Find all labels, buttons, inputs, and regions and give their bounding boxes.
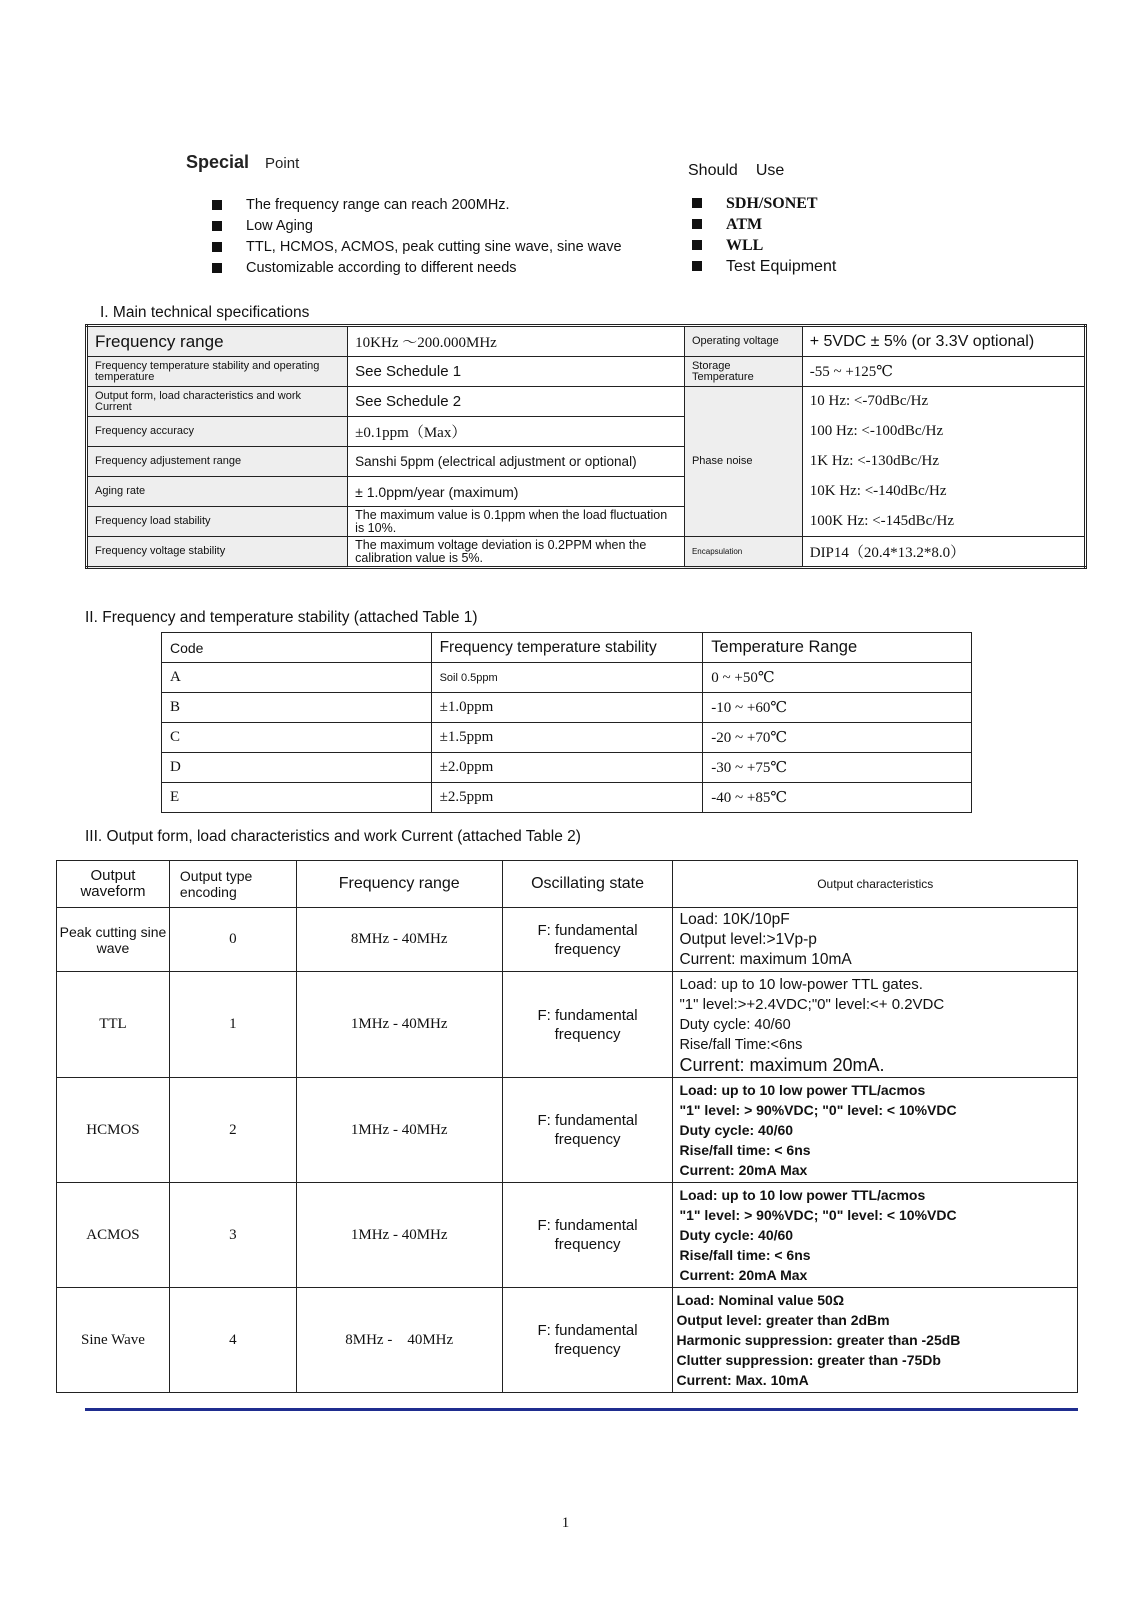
characteristic-line: Harmonic suppression: greater than -25dB [676, 1332, 961, 1348]
code-cell: 3 [169, 1183, 296, 1288]
operating-voltage-value: + 5VDC ± 5% (or 3.3V optional) [802, 326, 1085, 357]
applications-item: WLL [692, 235, 836, 256]
table-row [57, 972, 1078, 1078]
characteristic-line: Load: up to 10 low power TTL/acmos [679, 1082, 926, 1098]
waveform-cell: TTL [57, 972, 170, 1078]
table-row [87, 507, 1086, 537]
characteristic-line: Load: up to 10 low power TTL/acmos [679, 1187, 926, 1203]
footer-divider [85, 1408, 1078, 1411]
spec-label: Output form, load characteristics and work Current [87, 387, 348, 417]
range-cell: 8MHz - 40MHz [296, 1288, 502, 1393]
range-cell: 1MHz - 40MHz [296, 1183, 502, 1288]
phase-noise-label: Phase noise [684, 387, 802, 537]
characteristic-line: "1" level: > 90%VDC; "0" level: < 10%VDC [679, 1102, 957, 1118]
applications-title-main: Should [688, 162, 738, 179]
table-row [162, 693, 972, 723]
characteristic-line: Current: 20mA Max [679, 1162, 808, 1178]
phase-noise-value: 1K Hz: <-130dBc/Hz [802, 447, 1085, 477]
characteristic-line: Load: 10K/10pF [679, 910, 790, 928]
phase-noise-value: 100K Hz: <-145dBc/Hz [802, 507, 1085, 537]
features-item: Low Aging [212, 216, 622, 237]
characteristics-cell [673, 972, 1078, 1078]
encapsulation-value: DIP14（20.4*13.2*8.0） [802, 537, 1085, 568]
stability-cell: ±1.5ppm [431, 723, 703, 753]
applications-title-sub: Use [755, 162, 785, 179]
spec-label: Frequency temperature stability and operating temperature [87, 357, 348, 387]
operating-voltage-label: Operating voltage [684, 326, 802, 357]
features-item: TTL, HCMOS, ACMOS, peak cutting sine wave, sine wave [212, 237, 622, 258]
spec-value: See Schedule 1 [348, 357, 685, 387]
code-cell: E [162, 783, 432, 813]
characteristics-cell [673, 1183, 1078, 1288]
characteristic-line: Rise/fall Time:<6ns [679, 1036, 803, 1053]
characteristics-cell [673, 1288, 1078, 1393]
table-row [162, 783, 972, 813]
temperature-cell: 0 ~ +50℃ [703, 663, 972, 693]
characteristic-line: Load: Nominal value 50Ω [676, 1292, 845, 1308]
column-header: Temperature Range [703, 633, 972, 663]
applications-item: ATM [692, 214, 836, 235]
state-cell: F: fundamental frequency [502, 1183, 673, 1288]
waveform-cell: ACMOS [57, 1183, 170, 1288]
characteristic-line: Duty cycle: 40/60 [679, 1016, 791, 1033]
characteristic-line: Current: maximum 20mA. [679, 1054, 885, 1075]
stability-cell: ±2.5ppm [431, 783, 703, 813]
characteristic-line: Load: up to 10 low-power TTL gates. [679, 975, 923, 993]
spec-label: Frequency adjustement range [87, 447, 348, 477]
stability-cell: Soil 0.5ppm [431, 663, 703, 693]
phase-noise-value: 10 Hz: <-70dBc/Hz [802, 387, 1085, 417]
table-header-row [162, 633, 972, 663]
table-row [162, 663, 972, 693]
characteristic-line: Duty cycle: 40/60 [679, 1122, 794, 1138]
table-row [57, 1183, 1078, 1288]
spec-label: Aging rate [87, 477, 348, 507]
encapsulation-label: Encapsulation [684, 537, 802, 568]
spec-value: ±0.1ppm（Max） [348, 417, 685, 447]
phase-noise-value: 10K Hz: <-140dBc/Hz [802, 477, 1085, 507]
spec-value: The maximum voltage deviation is 0.2PPM when the calibration value is 5%. [348, 537, 685, 568]
temperature-cell: -40 ~ +85℃ [703, 783, 972, 813]
features-title-main: Special [186, 152, 250, 172]
range-cell: 1MHz - 40MHz [296, 1078, 502, 1183]
table-row [87, 357, 1086, 387]
column-header: Frequency temperature stability [431, 633, 703, 663]
table-row [162, 723, 972, 753]
characteristic-line: Current: 20mA Max [679, 1267, 808, 1283]
table-row [87, 537, 1086, 568]
applications-item: Test Equipment [692, 256, 836, 277]
state-cell: F: fundamental frequency [502, 1288, 673, 1393]
column-header: Oscillating state [502, 861, 673, 908]
spec-label: Frequency accuracy [87, 417, 348, 447]
section2-heading: II. Frequency and temperature stability (attached Table 1) [85, 609, 478, 626]
stability-cell: ±2.0ppm [431, 753, 703, 783]
characteristic-line: Current: maximum 10mA [679, 950, 852, 968]
features-title [186, 152, 299, 173]
spec-value: The maximum value is 0.1ppm when the load fluctuation is 10%. [348, 507, 685, 537]
spec-value: 10KHz ～200.000MHz [348, 326, 685, 357]
column-header: Output characteristics [673, 861, 1078, 908]
temperature-cell: -20 ~ +70℃ [703, 723, 972, 753]
phase-noise-value: 100 Hz: <-100dBc/Hz [802, 417, 1085, 447]
section1-heading: I. Main technical specifications [100, 304, 310, 321]
code-cell: 0 [169, 908, 296, 972]
waveform-cell: Sine Wave [57, 1288, 170, 1393]
storage-temperature-label: Storage Temperature [684, 357, 802, 387]
features-item: Customizable according to different needs [212, 258, 622, 279]
characteristic-line: Duty cycle: 40/60 [679, 1227, 794, 1243]
temperature-cell: -10 ~ +60℃ [703, 693, 972, 723]
table-row [57, 1078, 1078, 1183]
storage-temperature-value: -55 ~ +125℃ [802, 357, 1085, 387]
spec-label: Frequency load stability [87, 507, 348, 537]
spec-value: Sanshi 5ppm (electrical adjustment or optional) [348, 447, 685, 477]
waveform-cell: Peak cutting sine wave [57, 908, 170, 972]
applications-list [692, 193, 836, 277]
code-cell: A [162, 663, 432, 693]
applications-title [688, 162, 784, 180]
waveform-cell: HCMOS [57, 1078, 170, 1183]
characteristics-cell [673, 908, 1078, 972]
state-cell: F: fundamental frequency [502, 1078, 673, 1183]
features-title-sub: Point [265, 155, 300, 172]
range-cell: 8MHz - 40MHz [296, 908, 502, 972]
table-row [162, 753, 972, 783]
column-header: Output type encoding [169, 861, 296, 908]
code-cell: B [162, 693, 432, 723]
code-cell: D [162, 753, 432, 783]
spec-value: ± 1.0ppm/year (maximum) [348, 477, 685, 507]
table-header-row [57, 861, 1078, 908]
characteristic-line: Output level: greater than 2dBm [676, 1312, 890, 1328]
code-cell: 2 [169, 1078, 296, 1183]
characteristic-line: Output level:>1Vp-p [679, 930, 817, 948]
code-cell: C [162, 723, 432, 753]
spec-label: Frequency voltage stability [87, 537, 348, 568]
characteristic-line: "1" level: > 90%VDC; "0" level: < 10%VDC [679, 1207, 957, 1223]
characteristic-line: Clutter suppression: greater than -75Db [676, 1352, 941, 1368]
state-cell: F: fundamental frequency [502, 972, 673, 1078]
range-cell: 1MHz - 40MHz [296, 972, 502, 1078]
features-list [212, 195, 622, 279]
spec-value: See Schedule 2 [348, 387, 685, 417]
table-row [57, 1288, 1078, 1393]
section3-heading: III. Output form, load characteristics and work Current (attached Table 2) [85, 828, 581, 845]
table-row [87, 417, 1086, 447]
output-table [56, 860, 1078, 1393]
stability-table [161, 632, 972, 813]
column-header: Output waveform [57, 861, 170, 908]
table-row [87, 477, 1086, 507]
code-cell: 4 [169, 1288, 296, 1393]
column-header: Frequency range [296, 861, 502, 908]
table-row [57, 908, 1078, 972]
spec-table [85, 324, 1087, 569]
page-number: 1 [561, 1515, 570, 1531]
characteristics-cell [673, 1078, 1078, 1183]
characteristic-line: Current: Max. 10mA [676, 1372, 809, 1388]
characteristic-line: "1" level:>+2.4VDC;"0" level:<+ 0.2VDC [679, 995, 945, 1013]
characteristic-line: Rise/fall time: < 6ns [679, 1247, 811, 1263]
spec-label: Frequency range [87, 326, 348, 357]
features-item: The frequency range can reach 200MHz. [212, 195, 622, 216]
stability-cell: ±1.0ppm [431, 693, 703, 723]
table-row [87, 326, 1086, 357]
table-row [87, 447, 1086, 477]
state-cell: F: fundamental frequency [502, 908, 673, 972]
table-row [87, 387, 1086, 417]
characteristic-line: Rise/fall time: < 6ns [679, 1142, 811, 1158]
applications-item: SDH/SONET [692, 193, 836, 214]
temperature-cell: -30 ~ +75℃ [703, 753, 972, 783]
code-cell: 1 [169, 972, 296, 1078]
column-header: Code [162, 633, 432, 663]
